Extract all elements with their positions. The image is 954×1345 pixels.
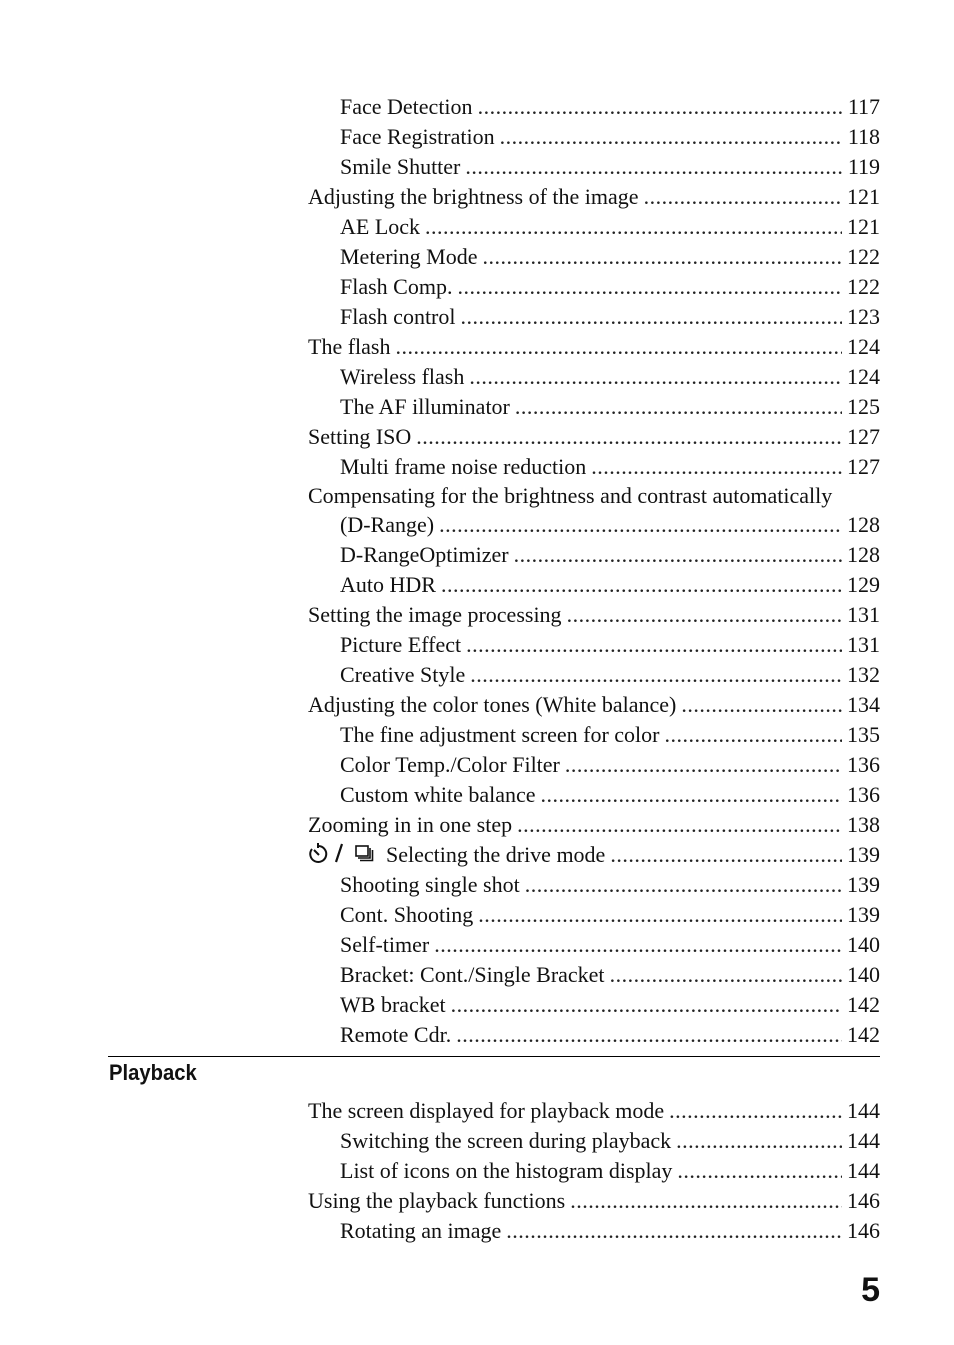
dot-leader [457,272,842,302]
toc-entry [308,750,880,780]
toc-entry [308,660,880,690]
toc-entry-page: 131 [847,632,880,657]
toc-entry-page: 144 [847,1098,880,1123]
dot-leader [451,990,842,1020]
toc-entry-title [308,810,512,840]
toc-entry-title [340,960,605,990]
toc-entry [308,990,880,1020]
toc-entry-title [340,392,510,422]
toc-entry [308,92,880,122]
toc-entry-page: 144 [847,1128,880,1153]
toc-entry-text: Using the playback functions [308,1188,566,1213]
toc-entry [308,630,880,660]
toc-entry-page: 117 [847,94,880,119]
toc-entry [308,870,880,900]
page-number: 5 [861,1271,880,1309]
toc-entry [308,780,880,810]
toc-entry [308,242,880,272]
toc-entry-text: Flash control [340,304,456,329]
toc-list [308,92,880,1050]
toc-entry [308,900,880,930]
dot-leader [395,332,842,362]
dot-leader [681,690,842,720]
toc-entry-title [340,302,456,332]
toc-entry-title [340,122,495,152]
toc-entry-title [308,690,676,720]
toc-entry-text: Shooting single shot [340,872,520,897]
toc-entry-page: 119 [847,154,880,179]
toc-entry-text: Bracket: Cont./Single Bracket [340,962,605,987]
toc-entry-page: 140 [847,932,880,957]
toc-entry-page: 123 [847,304,880,329]
toc-entry [308,422,880,452]
toc-entry-text: D-RangeOptimizer [340,542,509,567]
toc-entry-page: 118 [847,124,880,149]
toc-entry-text: Picture Effect [340,632,462,657]
toc-entry-page: 121 [847,184,880,209]
dot-leader [514,540,842,570]
dot-leader [478,900,842,930]
toc-entry-text: The flash [308,334,391,359]
dot-leader [567,600,842,630]
dot-leader [515,392,842,422]
dot-leader [456,1020,842,1050]
toc-entry [308,452,880,482]
toc-entry [308,1186,880,1216]
toc-entry-page: 134 [847,692,880,717]
dot-leader [441,570,842,600]
dot-leader [525,870,842,900]
toc-entry-title [340,720,659,750]
toc-entry-text: Remote Cdr. [340,1022,452,1047]
toc-entry-text: Cont. Shooting [340,902,474,927]
toc-entry-title [308,482,832,510]
toc-entry-text: Flash Comp. [340,274,453,299]
toc-entry-text: Smile Shutter [340,154,461,179]
toc-entry-text: Zooming in in one step [308,812,513,837]
toc-entry-page: 122 [847,244,880,269]
toc-entry-text: AE Lock [340,214,421,239]
dot-leader [541,780,842,810]
dot-leader [677,1156,842,1186]
toc-entry-page: 124 [847,334,880,359]
toc-entry [308,930,880,960]
toc-entry [308,690,880,720]
toc-entry-title [340,570,436,600]
dot-leader [478,92,843,122]
toc-entry-text: Auto HDR [340,572,436,597]
toc-entry-page: 139 [847,902,880,927]
toc-entry-page: 129 [847,572,880,597]
toc-entry [308,122,880,152]
toc-entry [308,1156,880,1186]
toc-entry-page: 136 [847,752,880,777]
toc-entry-title [340,900,473,930]
toc-entry-title [340,870,520,900]
toc-entry-title [340,452,586,482]
toc-entry-text: Setting the image processing [308,602,562,627]
toc-entry [308,1020,880,1050]
toc-entry [308,810,880,840]
dot-leader [466,630,842,660]
dot-leader [610,960,842,990]
toc-entry [308,600,880,630]
toc-entry-page: 146 [847,1188,880,1213]
toc-entry-title [340,540,509,570]
toc-entry [308,840,880,870]
toc-entry [308,1096,880,1126]
toc-entry-page: 124 [847,364,880,389]
toc-entry-title [340,1216,501,1246]
dot-leader [469,362,842,392]
toc-entry-title [340,242,477,272]
toc-entry-text: Creative Style [340,662,466,687]
toc-entry-page: 142 [847,1022,880,1047]
toc-entry [308,1126,880,1156]
dot-leader [434,930,842,960]
toc-entry-title [340,930,429,960]
toc-entry-title [340,272,452,302]
toc-entry-title [340,92,473,122]
toc-entry-title [308,332,390,362]
toc-entry [308,570,880,600]
toc-entry-title [340,510,434,540]
toc-entry-text: List of icons on the histogram display [340,1158,673,1183]
dot-leader [664,720,842,750]
toc-entry-text: The fine adjustment screen for color [340,722,660,747]
dot-leader [465,152,842,182]
toc-entry-page: 140 [847,962,880,987]
dot-leader [517,810,842,840]
toc-entry-text: Self-timer [340,932,430,957]
toc-entry-page: 138 [847,812,880,837]
toc-entry [308,510,880,540]
toc-entry-page: 125 [847,394,880,419]
toc-entry-text: Compensating for the brightness and contrast automatically [308,483,833,508]
toc-entry-title [340,630,461,660]
drive-mode-icons [308,841,378,873]
self-timer-icon [310,843,326,862]
dot-leader [565,750,842,780]
toc-entry-title [308,1186,565,1216]
toc-entry-text: Adjusting the brightness of the image [308,184,639,209]
section-divider [108,1056,880,1057]
toc-entry [308,540,880,570]
toc-entry-title [340,990,446,1020]
toc-entry-text: Face Registration [340,124,495,149]
dot-leader [482,242,842,272]
toc-entry-page: 128 [847,542,880,567]
toc-entry-title [308,422,411,452]
toc-entry-page: 139 [847,872,880,897]
toc-entry-title [308,182,639,212]
toc-entry-title [340,660,465,690]
slash-separator [336,844,342,862]
toc-entry [308,152,880,182]
toc-entry-title [340,1126,671,1156]
toc-entry-page: 128 [847,512,880,537]
dot-leader [591,452,842,482]
toc-entry [308,960,880,990]
toc-entry-text: Metering Mode [340,244,478,269]
dot-leader [570,1186,842,1216]
toc-entry [308,392,880,422]
dot-leader [669,1096,842,1126]
toc-entry-title [340,750,560,780]
toc-entry-page: 142 [847,992,880,1017]
toc-entry [308,1216,880,1246]
toc-entry-page: 131 [847,602,880,627]
toc-entry-text: Rotating an image [340,1218,502,1243]
dot-leader [470,660,842,690]
toc-entry-page: 136 [847,782,880,807]
toc-entry [308,332,880,362]
toc-entry-title [340,212,420,242]
section-title-playback: Playback [109,1060,197,1085]
toc-entry-page: 146 [847,1218,880,1243]
toc-entry-text: Selecting the drive mode [386,842,606,867]
dot-leader [439,510,842,540]
toc-entry-title [340,780,536,810]
toc-entry-text: Face Detection [340,94,473,119]
toc-entry-text: Switching the screen during playback [340,1128,672,1153]
toc-entry-text: Multi frame noise reduction [340,454,587,479]
dot-leader [644,182,842,212]
toc-entry-text: Setting ISO [308,424,412,449]
dot-leader [461,302,843,332]
toc-entry [308,182,880,212]
toc-entry-title [308,840,605,873]
toc-entry-page: 121 [847,214,880,239]
toc-entry-text: Custom white balance [340,782,536,807]
dot-leader [676,1126,842,1156]
toc-entry-page: 122 [847,274,880,299]
toc-entry-page: 127 [847,454,880,479]
toc-entry-page: 135 [847,722,880,747]
toc-entry-title [340,1020,451,1050]
toc-entry-title [340,152,460,182]
toc-entry-title [340,1156,672,1186]
toc-entry [308,272,880,302]
toc-entry-title [308,1096,664,1126]
toc-entry-title [340,362,464,392]
dot-leader [610,840,842,870]
toc-entry [308,720,880,750]
toc-entry-page: 144 [847,1158,880,1183]
toc-entry-text: The screen displayed for playback mode [308,1098,665,1123]
toc-entry-page: 132 [847,662,880,687]
toc-entry [308,362,880,392]
toc-entry-text: The AF illuminator [340,394,510,419]
toc-list-playback [308,1096,880,1246]
toc-entry [308,302,880,332]
toc-entry-text: Color Temp./Color Filter [340,752,560,777]
toc-entry-text: Adjusting the color tones (White balance) [308,692,677,717]
toc-entry-title [308,600,562,630]
toc-entry-page: 139 [847,842,880,867]
dot-leader [506,1216,842,1246]
toc-entry [308,212,880,242]
toc-entry-text: WB bracket [340,992,446,1017]
toc-entry-text: Wireless flash [340,364,465,389]
toc-entry-page: 127 [847,424,880,449]
toc-entry [308,482,880,510]
dot-leader [416,422,842,452]
dot-leader [425,212,842,242]
toc-entry-text: (D-Range) [340,512,435,537]
continuous-shooting-icon [356,846,373,861]
dot-leader [500,122,843,152]
